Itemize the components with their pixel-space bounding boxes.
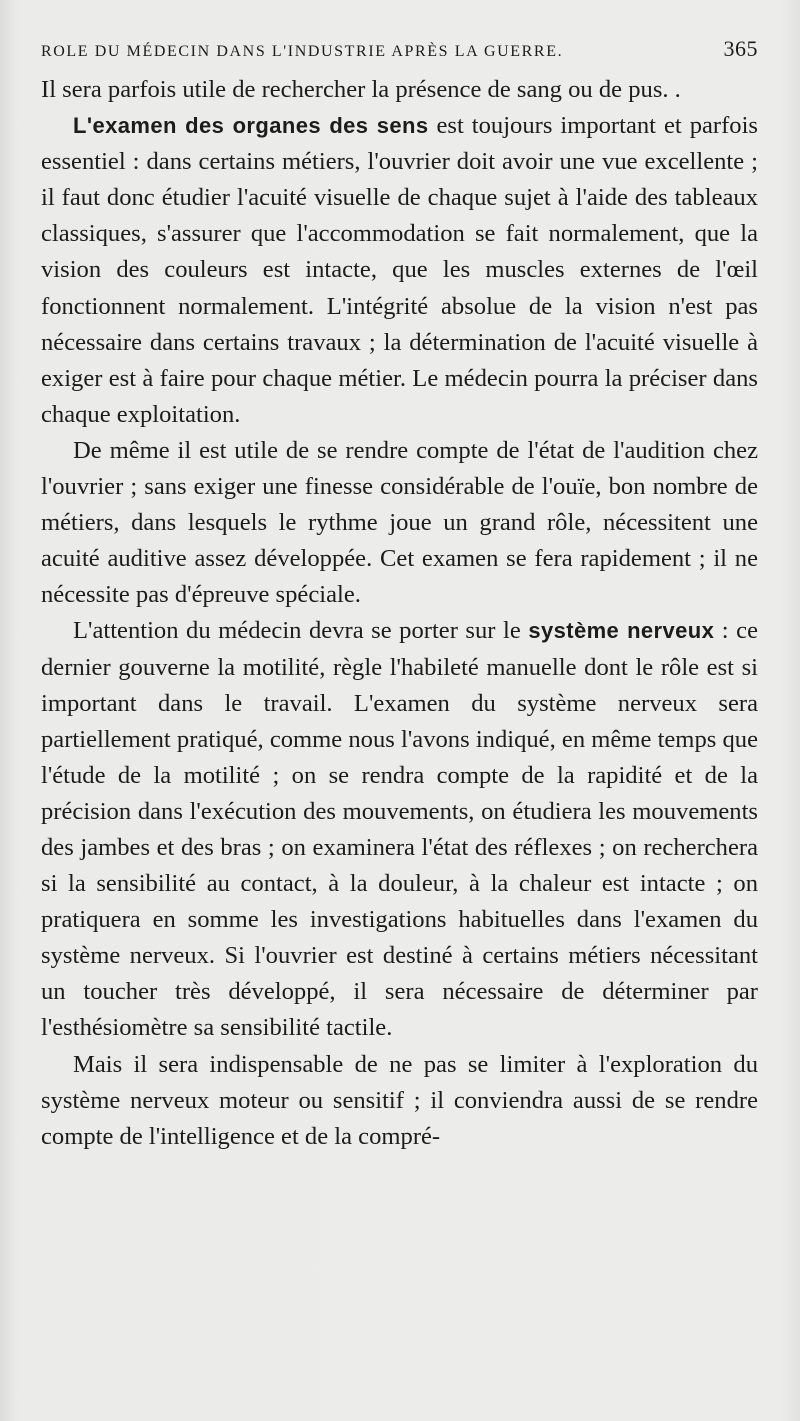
paragraph-text: Il sera parfois utile de rechercher la présence de sang ou de pus. . <box>41 76 681 103</box>
running-head-title: ROLE DU MÉDECIN DANS L'INDUSTRIE APRÈS LA GUERRE. <box>41 43 564 60</box>
page-number: 365 <box>723 36 758 61</box>
paragraph-text: est toujours important et parfois essentiel : dans certains métiers, l'ouvrier doit avoir une vue excellente ; il faut donc étudier l'acuité visuelle de chaque sujet à l'aide des tableaux classiques, s'assurer que l'accommodation se fait normalement, que la vision des couleurs est intacte, que les muscles externes de l'œil fonctionnent normalement. L'intégrité absolue de la vision n'est pas nécessaire dans certains travaux ; la détermination de l'acuité visuelle à exiger est à faire pour chaque métier. Le médecin pourra la préciser dans chaque exploitation. <box>41 112 758 428</box>
paragraph-text: Mais il sera indispensable de ne pas se limiter à l'exploration du système nerveux moteur ou sensitif ; il conviendra aussi de se rendre compte de l'intelligence et de la compré- <box>41 1050 758 1150</box>
paragraph-systeme-nerveux <box>41 613 758 1046</box>
paragraph-text: : ce dernier gouverne la motilité, règle l'habileté manuelle dont le rôle est si important dans le travail. L'examen du système nerveux sera partiellement pratiqué, comme nous l'avons indiqué, en même temps que l'étude de la motilité ; on se rendra compte de la rapidité et de la précision dans l'exécution des mouvements, on étudiera les mouvements des jambes et des bras ; on examinera l'état des réflexes ; on recherchera si la sensibilité au contact, à la douleur, à la chaleur est intacte ; on pratiquera en somme les investigations habituelles dans l'examen du système nerveux. Si l'ouvrier est destiné à certains métiers nécessitant un toucher très développé, il sera nécessaire de déterminer par l'esthésiomètre sa sensibilité tactile. <box>41 617 758 1042</box>
paragraph-organes-des-sens <box>41 108 758 433</box>
paragraph-text: De même il est utile de se rendre compte de l'état de l'audition chez l'ouvrier ; sans exiger une finesse considérable de l'ouïe, bon nombre de métiers, dans lesquels le rythme joue un grand rôle, nécessitent une acuité auditive assez développée. Cet examen se fera rapidement ; il ne nécessite pas d'épreuve spéciale. <box>41 436 758 609</box>
running-head <box>41 36 758 72</box>
body-text <box>41 72 758 1155</box>
bold-term-systeme-nerveux: système nerveux <box>528 618 715 644</box>
paragraph-audition <box>41 433 758 613</box>
bold-term-organes-des-sens: L'examen des organes des sens <box>73 113 429 139</box>
paragraph-intelligence <box>41 1047 758 1155</box>
paragraph-text: L'attention du médecin devra se porter sur le <box>73 617 529 645</box>
paragraph-sang <box>41 72 758 108</box>
